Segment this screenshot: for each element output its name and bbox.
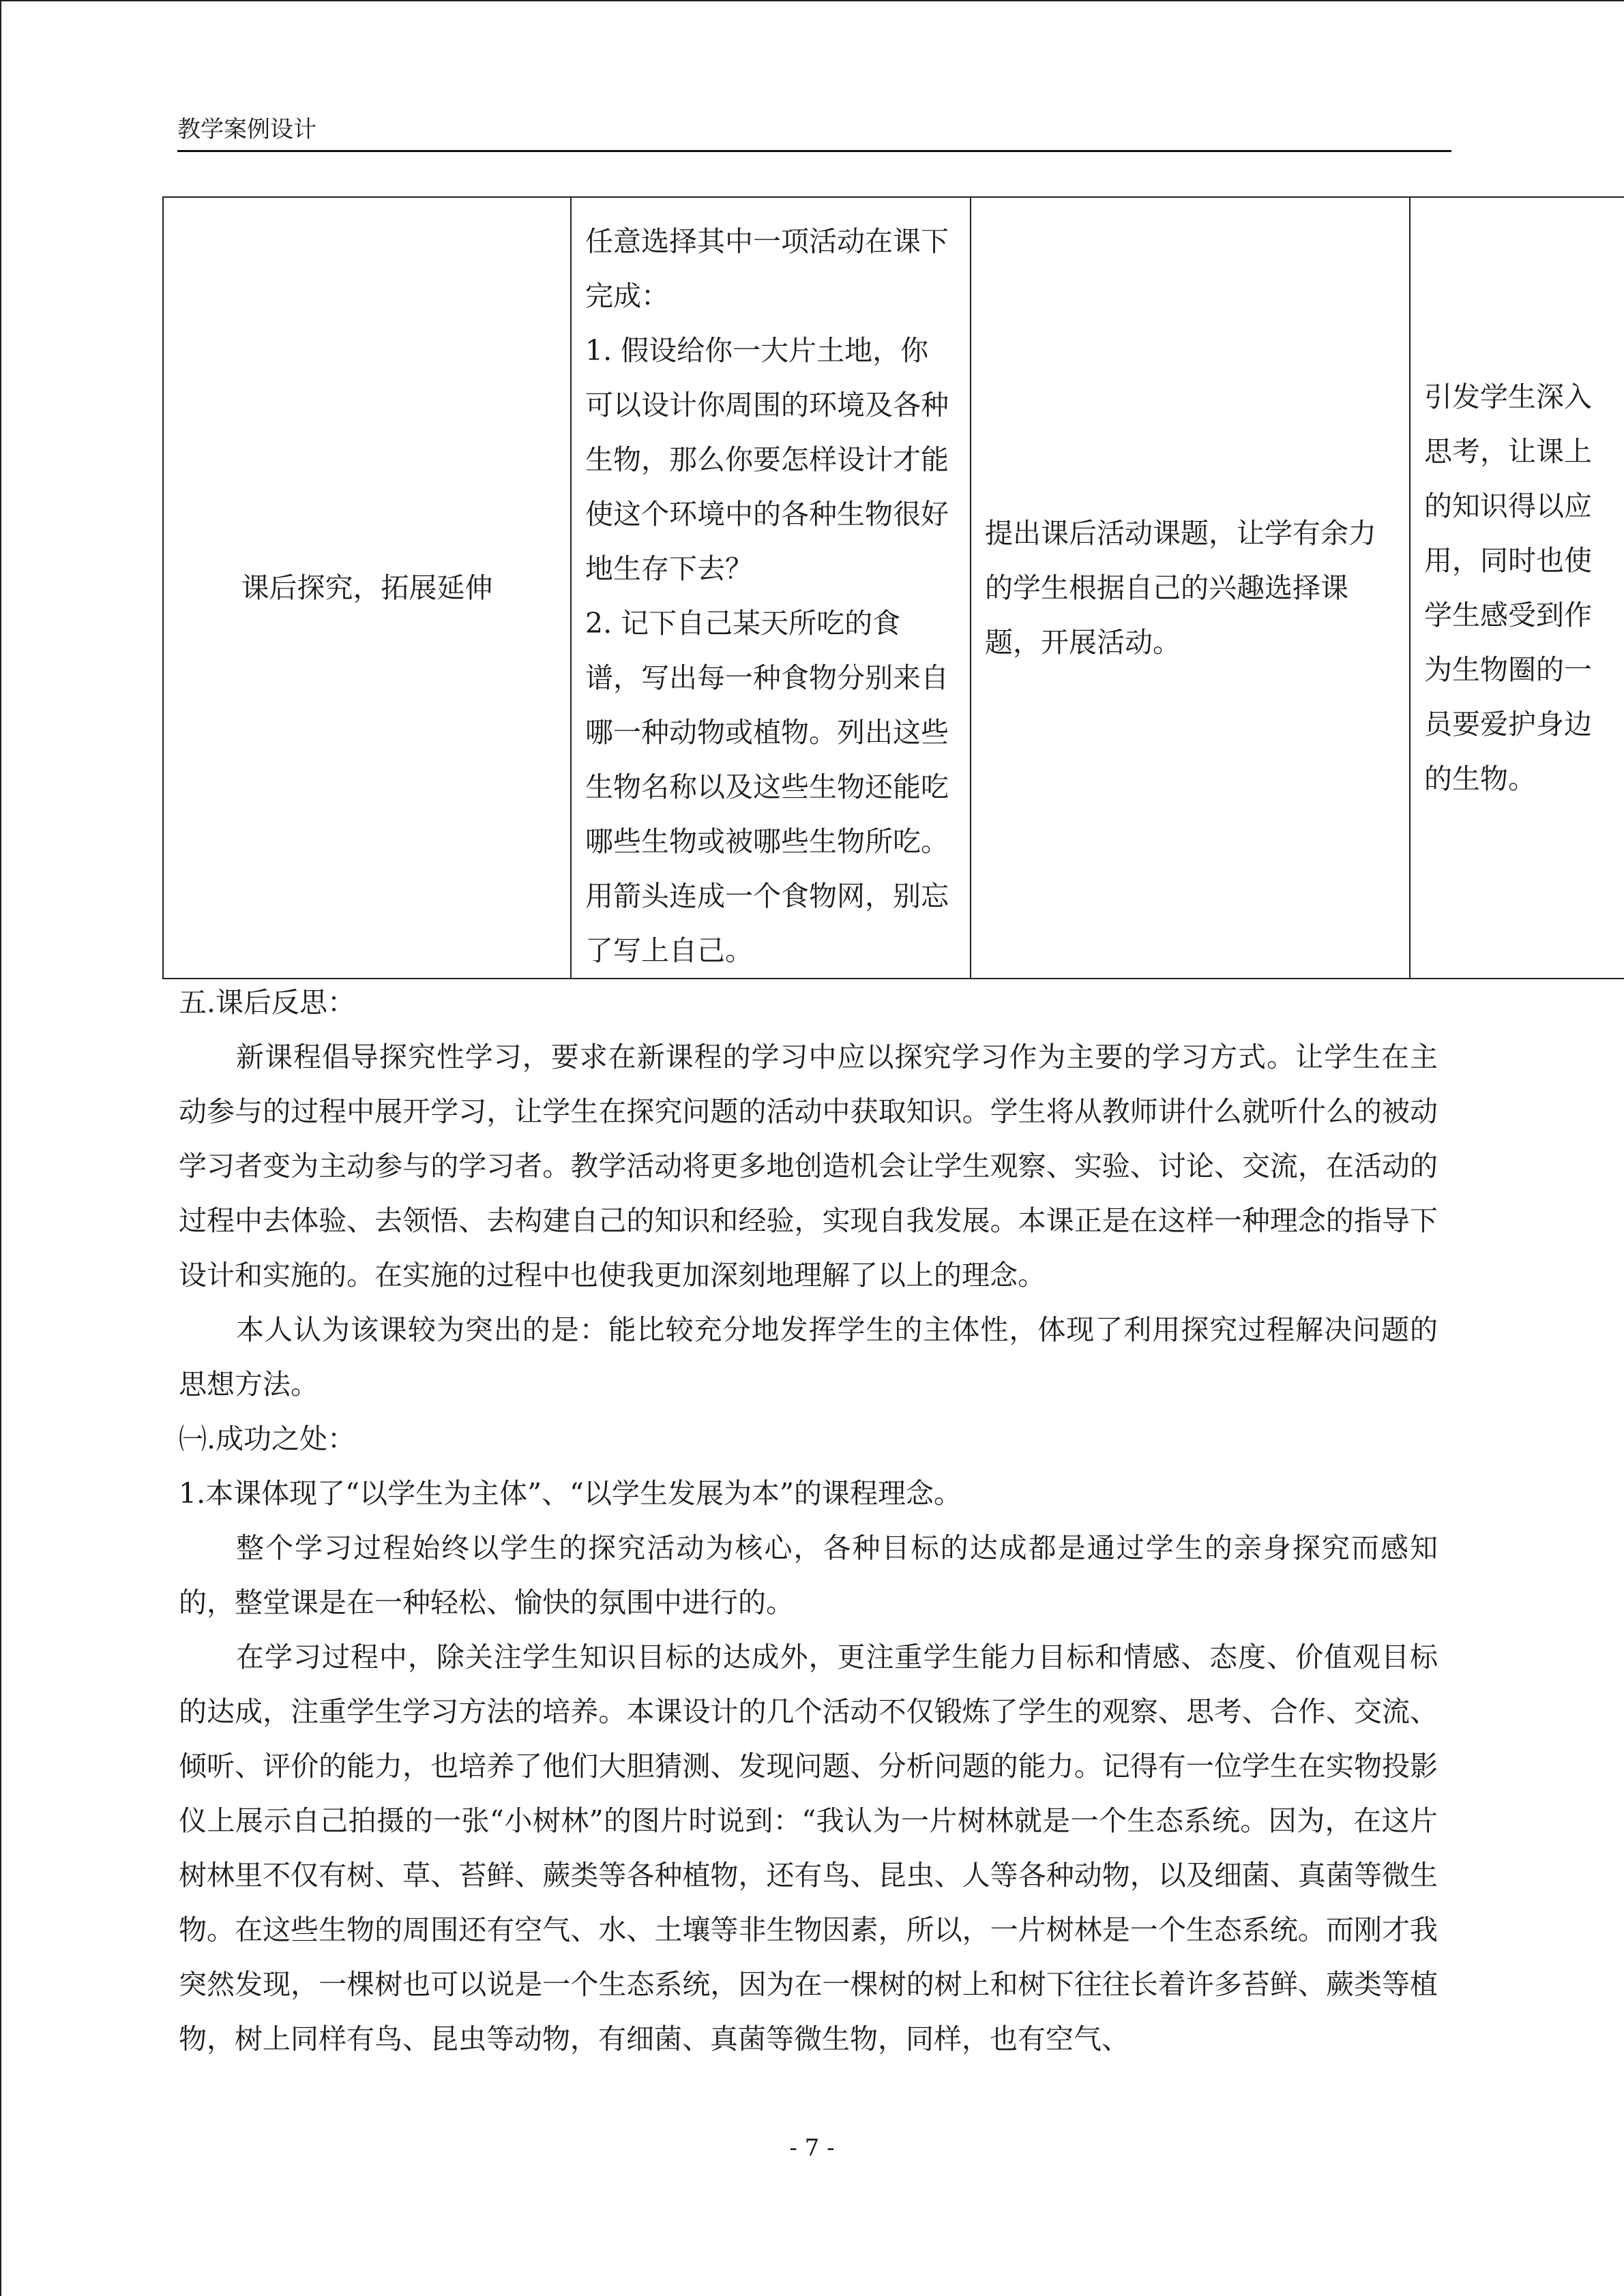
subsection-title: ㈠.成功之处：	[179, 1422, 356, 1455]
reflection-section	[179, 975, 1438, 2066]
section-title: 五.课后反思：	[179, 986, 356, 1019]
page-number: - 7 -	[789, 2134, 835, 2162]
activity-cell: 任意选择其中一项活动在课下完成： 1. 假设给你一大片土地，你可以设计你周围的环境及各种生物，那么你要怎样设计才能使这个环境中的各种生物很好地生存下去？ 2. 记下自己某天所吃的食谱，写出每一种食物分别来自哪一种动物或植物。列出这些生物名称以及这些生物还能吃哪些生物或被哪些生物所吃。用箭头连成一个食物网，别忘了写上自己。	[571, 197, 971, 979]
paragraph: 在学习过程中，除关注学生知识目标的达成外，更注重学生能力目标和情感、态度、价值观目标的达成，注重学生学习方法的培养。本课设计的几个活动不仅锻炼了学生的观察、思考、合作、交流、倾听、评价的能力，也培养了他们大胆猜测、发现问题、分析问题的能力。记得有一位学生在实物投影仪上展示自己拍摄的一张“小树林”的图片时说到：“我认为一片树林就是一个生态系统。因为，在这片树林里不仅有树、草、苔鲜、蕨类等各种植物，还有鸟、昆虫、人等各种动物，以及细菌、真菌等微生物。在这些生物的周围还有空气、水、土壤等非生物因素，所以，一片树林是一个生态系统。而刚才我突然发现，一棵树也可以说是一个生态系统，因为在一棵树的树上和树下往往长着许多苔鲜、蕨类等植物，树上同样有鸟、昆虫等动物，有细菌、真菌等微生物，同样，也有空气、	[179, 1641, 1438, 2055]
design-purpose-cell: 引发学生深入思考，让课上的知识得以应用，同时也使学生感受到作为生物圈的一员要爱护身边的生物。	[1410, 197, 1624, 979]
stage-cell: 课后探究，拓展延伸	[163, 197, 571, 979]
table-row	[163, 197, 1624, 979]
lesson-plan-table	[162, 196, 1624, 979]
paragraph: 新课程倡导探究性学习，要求在新课程的学习中应以探究学习作为主要的学习方式。让学生在主动参与的过程中展开学习，让学生在探究问题的活动中获取知识。学生将从教师讲什么就听什么的被动学习者变为主动参与的学习者。教学活动将更多地创造机会让学生观察、实验、讨论、交流，在活动的过程中去体验、去领悟、去构建自己的知识和经验，实现自我发展。本课正是在这样一种理念的指导下设计和实施的。在实施的过程中也使我更加深刻地理解了以上的理念。	[179, 1041, 1438, 1292]
page-header: 教学案例设计	[177, 115, 1451, 152]
paragraph: 本人认为该课较为突出的是：能比较充分地发挥学生的主体性，体现了利用探究过程解决问题的思想方法。	[179, 1313, 1438, 1401]
teacher-action-cell: 提出课后活动课题，让学有余力的学生根据自己的兴趣选择课题，开展活动。	[971, 197, 1410, 979]
point-heading: 1.本课体现了“以学生为主体”、“以学生发展为本”的课程理念。	[179, 1477, 962, 1510]
paragraph: 整个学习过程始终以学生的探究活动为核心，各种目标的达成都是通过学生的亲身探究而感知的，整堂课是在一种轻松、愉快的氛围中进行的。	[179, 1532, 1438, 1619]
